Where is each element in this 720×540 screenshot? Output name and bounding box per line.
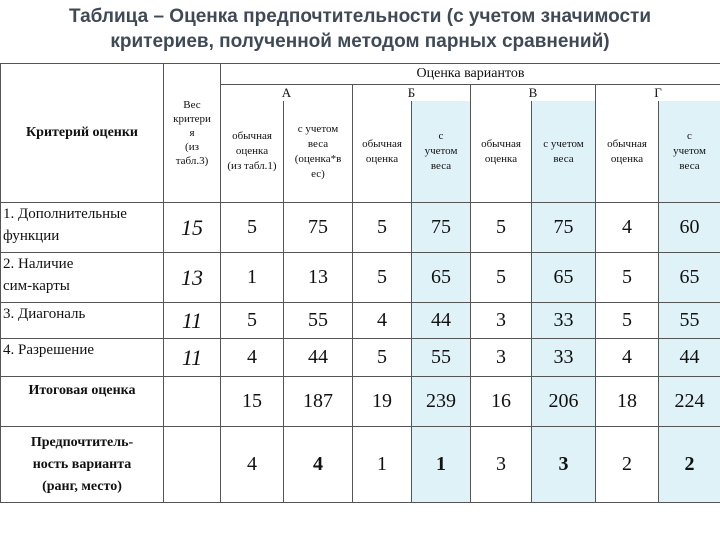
group-c-header: В	[471, 85, 596, 102]
subheader-g-weighted	[659, 101, 720, 203]
value-cell: 5	[353, 339, 412, 377]
subheader-line: обычная	[607, 137, 647, 150]
subheader-line: оценка	[610, 152, 644, 165]
rank-cell: 2	[596, 427, 659, 503]
value-cell: 13	[284, 253, 353, 303]
subheader-c-regular	[471, 101, 532, 203]
total-cell: 18	[596, 377, 659, 427]
value-cell: 5	[221, 303, 284, 339]
subheader-g-regular	[596, 101, 659, 203]
value-cell: 60	[659, 203, 720, 253]
value-cell: 44	[284, 339, 353, 377]
evaluation-table	[0, 63, 720, 503]
value-cell: 1	[221, 253, 284, 303]
subheader-line: оценка	[235, 145, 269, 157]
preference-label-line: (ранг, место)	[42, 478, 122, 494]
criterion-cell	[1, 203, 164, 253]
value-cell: 65	[412, 253, 471, 303]
subheader-line: учетом	[673, 145, 706, 157]
value-cell: 65	[659, 253, 720, 303]
value-cell: 5	[221, 203, 284, 253]
weight-header-line: я	[189, 127, 195, 139]
subheader-a-regular	[221, 101, 284, 203]
subheader-line: обычная	[362, 137, 402, 150]
weight-cell: 11	[164, 339, 221, 377]
rank-cell: 3	[471, 427, 532, 503]
value-cell: 5	[471, 203, 532, 253]
total-cell: 19	[353, 377, 412, 427]
subheader-c-weighted	[532, 101, 596, 203]
value-cell: 55	[659, 303, 720, 339]
rank-cell: 3	[532, 427, 596, 503]
subheader-b-regular	[353, 101, 412, 203]
criterion-cell	[1, 303, 164, 339]
weight-header-line: (из	[185, 141, 199, 153]
weight-cell: 11	[164, 303, 221, 339]
subheader-a-weighted	[284, 101, 353, 203]
value-cell: 75	[284, 203, 353, 253]
value-cell: 4	[353, 303, 412, 339]
group-a-header: А	[221, 85, 353, 102]
total-cell: 187	[284, 377, 353, 427]
title-line-1: Таблица – Оценка предпочтительности (с учетом значимости	[68, 6, 652, 27]
value-cell: 33	[532, 303, 596, 339]
subheader-line: (из табл.1)	[227, 160, 277, 172]
criterion-line: 2. Наличие	[3, 256, 74, 272]
value-cell: 5	[353, 203, 412, 253]
value-cell: 4	[596, 339, 659, 377]
total-cell: 15	[221, 377, 284, 427]
subheader-line: с учетом	[297, 122, 339, 135]
slide-title	[0, 4, 720, 54]
rank-cell: 2	[659, 427, 720, 503]
value-cell: 5	[596, 253, 659, 303]
total-cell: 224	[659, 377, 720, 427]
criterion-cell	[1, 339, 164, 377]
value-cell: 33	[532, 339, 596, 377]
score-header: Оценка вариантов	[221, 64, 720, 85]
total-cell: 239	[412, 377, 471, 427]
total-label: Итоговая оценка	[1, 377, 164, 427]
value-cell: 75	[532, 203, 596, 253]
subheader-line: обычная	[481, 137, 521, 150]
weight-cell: 13	[164, 253, 221, 303]
weight-header-line: критери	[173, 113, 211, 125]
rank-weight-cell	[164, 427, 221, 503]
criterion-line: функции	[3, 228, 60, 244]
rank-cell: 4	[221, 427, 284, 503]
value-cell: 5	[353, 253, 412, 303]
subheader-line: учетом	[424, 145, 458, 157]
value-cell: 44	[412, 303, 471, 339]
subheader-line: ес)	[311, 167, 325, 180]
subheader-line: с	[687, 130, 692, 142]
total-cell: 206	[532, 377, 596, 427]
rank-cell: 1	[412, 427, 471, 503]
total-weight-cell	[164, 377, 221, 427]
preference-label-line: ность варианта	[32, 456, 132, 472]
rank-cell: 1	[353, 427, 412, 503]
value-cell: 65	[532, 253, 596, 303]
value-cell: 3	[471, 303, 532, 339]
group-b-header: Б	[353, 85, 471, 102]
weight-header-line: табл.3)	[175, 155, 209, 167]
value-cell: 55	[284, 303, 353, 339]
weight-header-line: Вес	[183, 99, 201, 111]
criterion-line: 3. Диагональ	[3, 306, 86, 322]
value-cell: 75	[412, 203, 471, 253]
subheader-line: веса	[430, 160, 452, 172]
subheader-b-weighted	[412, 101, 471, 203]
subheader-line: с учетом	[543, 137, 584, 150]
criterion-line: 1. Дополнительные	[3, 206, 127, 222]
criterion-line: сим-карты	[3, 278, 70, 294]
group-g-header: Г	[596, 85, 720, 102]
preference-label-line: Предпочтитель-	[30, 434, 134, 450]
preference-label	[1, 427, 164, 503]
subheader-line: веса	[307, 137, 329, 150]
criterion-header: Критерий оценки	[1, 64, 164, 203]
subheader-line: веса	[679, 160, 700, 172]
subheader-line: веса	[553, 152, 574, 165]
subheader-line: (оценка*в	[294, 152, 342, 165]
value-cell: 3	[471, 339, 532, 377]
value-cell: 5	[471, 253, 532, 303]
value-cell: 44	[659, 339, 720, 377]
value-cell: 55	[412, 339, 471, 377]
subheader-line: оценка	[484, 152, 518, 165]
weight-header	[164, 64, 221, 203]
subheader-line: обычная	[232, 130, 272, 142]
value-cell: 5	[596, 303, 659, 339]
rank-cell: 4	[284, 427, 353, 503]
value-cell: 4	[596, 203, 659, 253]
total-cell: 16	[471, 377, 532, 427]
subheader-line: оценка	[365, 152, 399, 165]
subheader-line: с	[438, 130, 444, 142]
criterion-line: 4. Разрешение	[3, 342, 95, 358]
criterion-cell	[1, 253, 164, 303]
title-line-2: критериев, полученной методом парных сравнений)	[110, 31, 610, 52]
weight-cell: 15	[164, 203, 221, 253]
value-cell: 4	[221, 339, 284, 377]
